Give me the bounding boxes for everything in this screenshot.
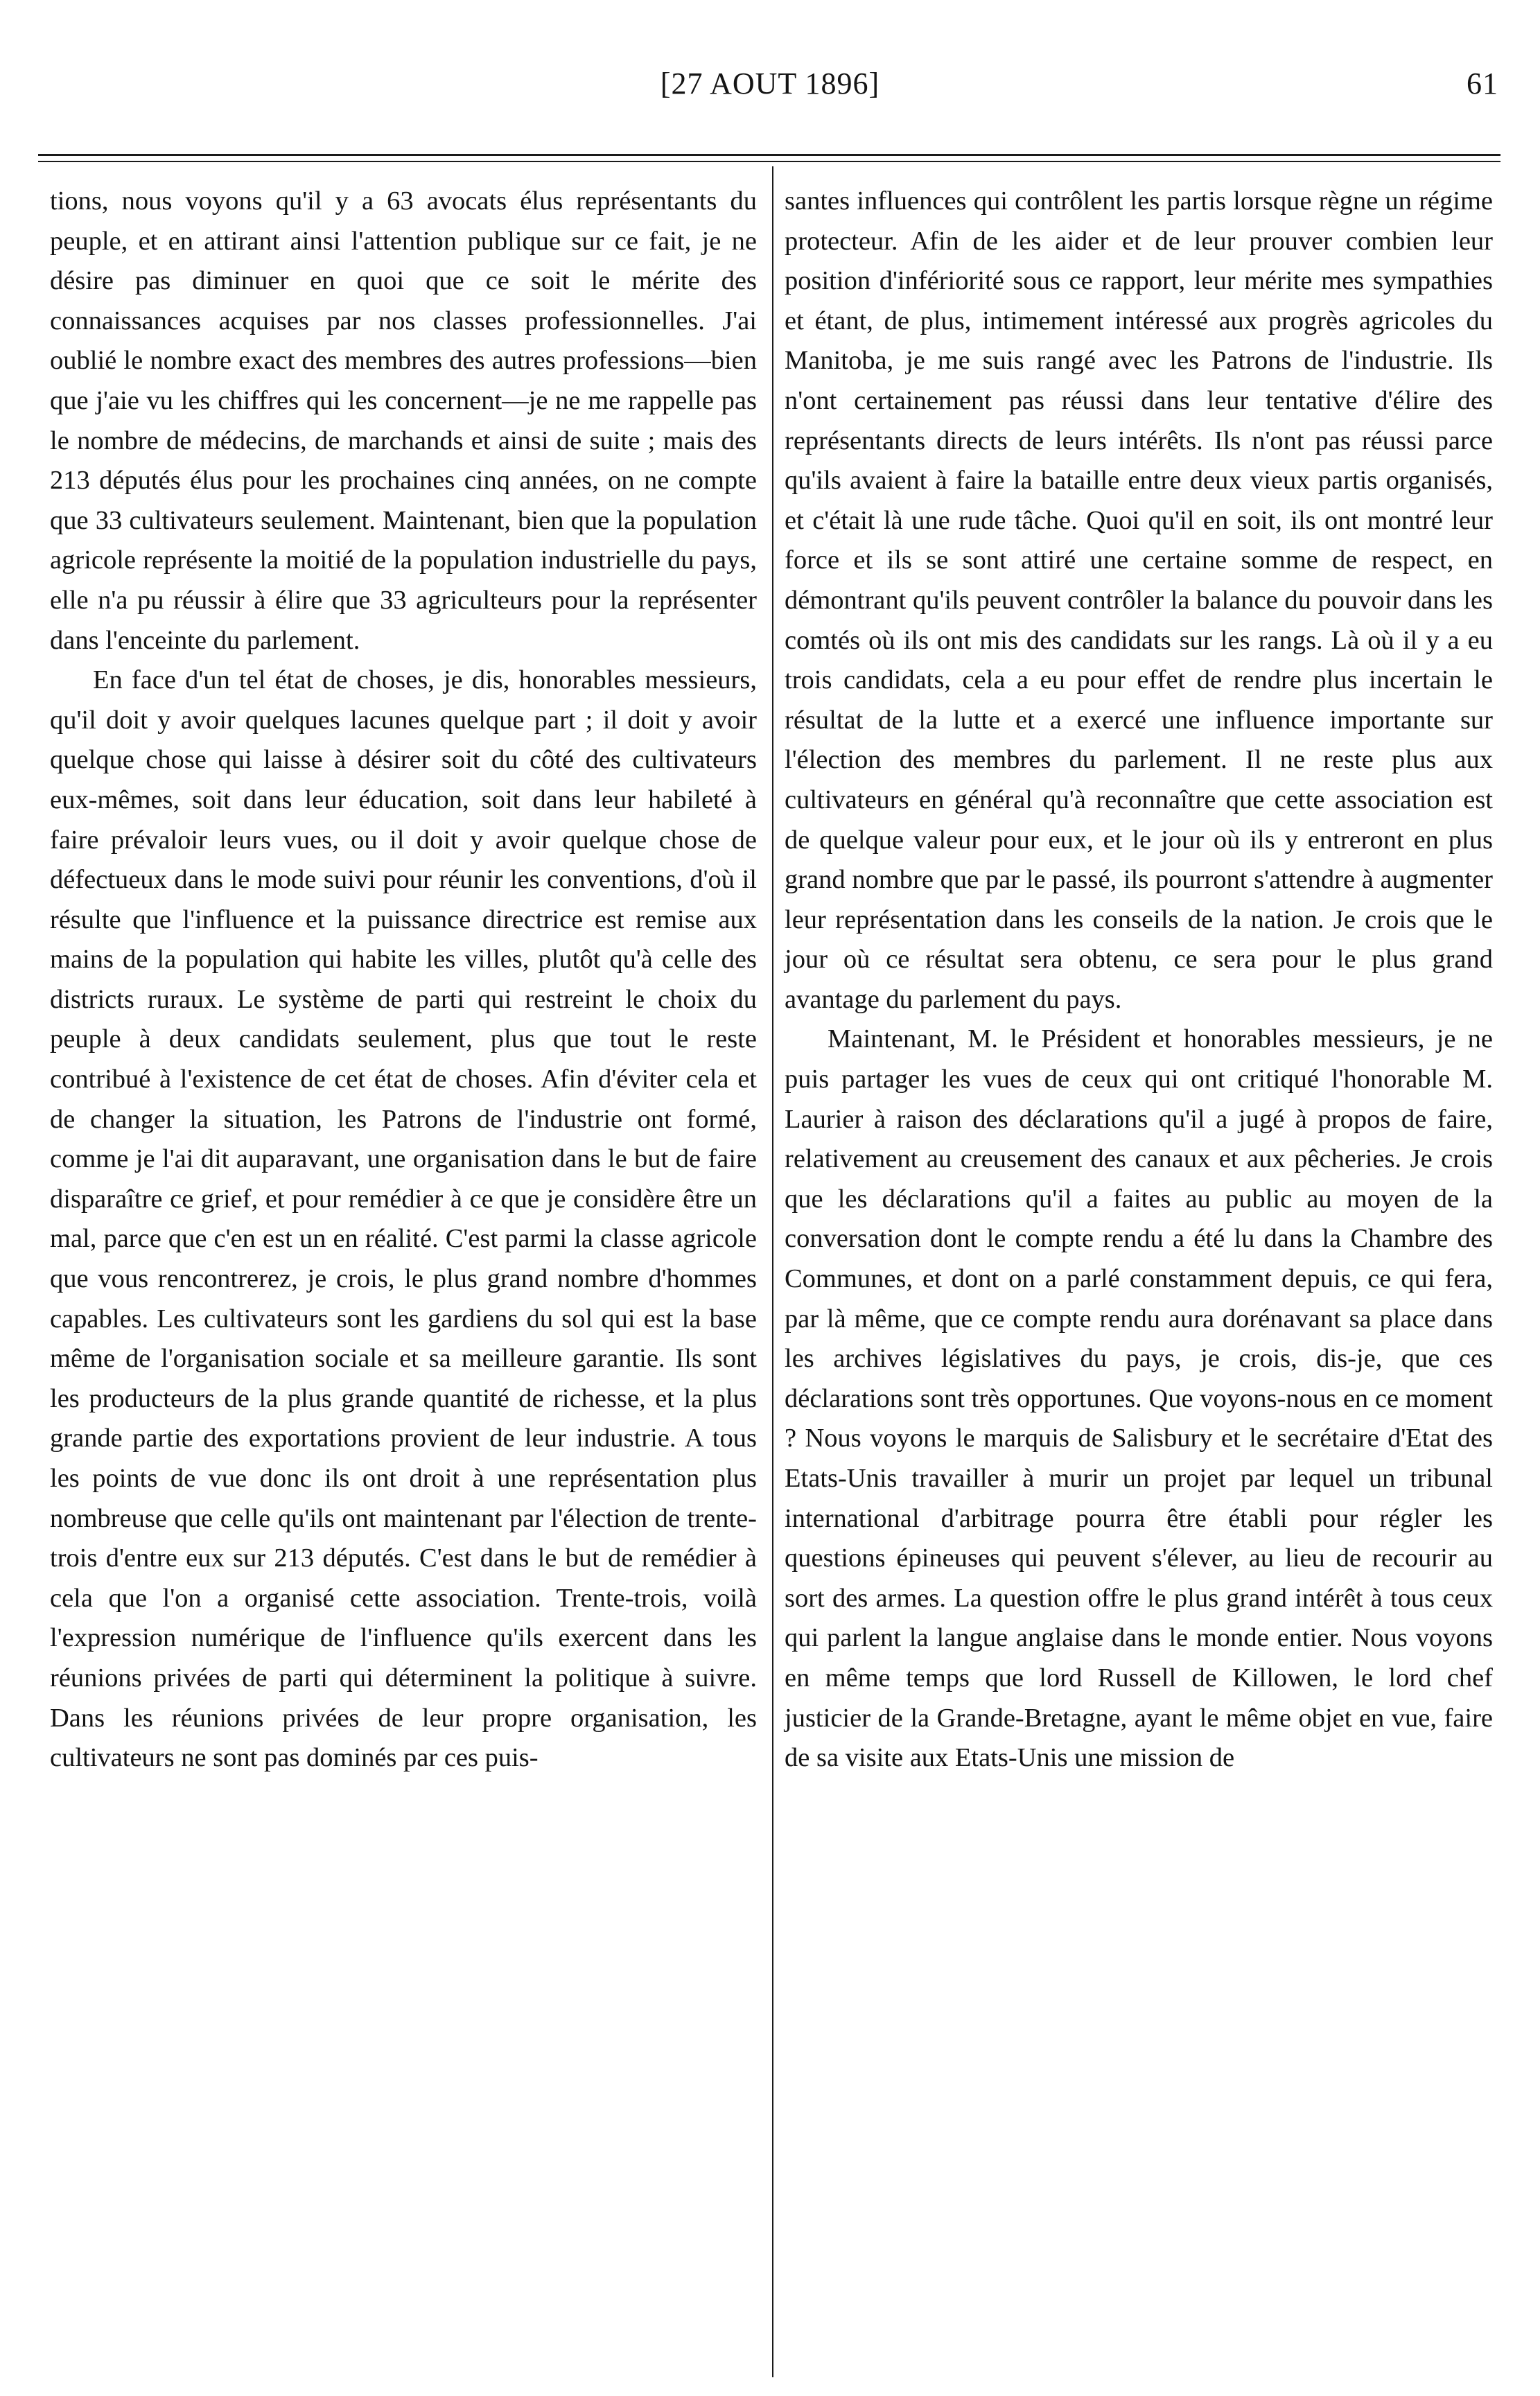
page-number: 61: [1467, 67, 1498, 100]
header-rule-thin: [38, 161, 1500, 162]
right-paragraph-1: santes influences qui contrôlent les partis lorsque règne un régime protecteur. Afin de les aider et de leur prouver combien leur position d'infériorité sous ce rapport, leur mérite mes sympathies et étant, de plus, intimement intéressé aux progrès agricoles du Manitoba, je me suis rangé avec les Patrons de l'industrie. Ils n'ont certainement pas réussi dans leur tentative d'élire des représentants directs de leurs intérêts. Ils n'ont pas réussi parce qu'ils avaient à faire la bataille entre deux vieux partis organisés, et c'était là une rude tâche. Quoi qu'il en soit, ils ont montré leur force et ils se sont attiré une certaine somme de respect, en démontrant qu'ils peuvent contrôler la balance du pouvoir dans les comtés où ils ont mis des candidats sur les rangs. Là où il y a eu trois candidats, cela a eu pour effet de rendre plus incertain le résultat de la lutte et a exercé une influence importante sur l'élection des membres du parlement. Il ne reste plus aux cultivateurs en général qu'à reconnaître que cette association est de quelque valeur pour eux, et le jour où ils y entreront en plus grand nombre que par le passé, ils pourront s'attendre à augmenter leur représentation dans les conseils de la nation. Je crois que le jour où ce résultat sera obtenu, ce sera pour le plus grand avantage du parlement du pays.: [785, 186, 1493, 1014]
header-date: [27 AOUT 1896]: [660, 67, 880, 100]
column-divider: [772, 166, 773, 2377]
left-paragraph-1: tions, nous voyons qu'il y a 63 avocats élus représentants du peuple, et en attirant ainsi l'attention publique sur ce fait, je ne désire pas diminuer en quoi que ce soit le mérite des connaissances acquises par nos classes professionnelles. J'ai oublié le nombre exact des membres des autres professions—bien que j'aie vu les chiffres qui les concernent—je ne me rappelle pas le nombre de médecins, de marchands et ainsi de suite ; mais des 213 députés élus pour les prochaines cinq années, on ne compte que 33 cultivateurs seulement. Maintenant, bien que la population agricole représente la moitié de la population industrielle du pays, elle n'a pu réussir à élire que 33 agriculteurs pour la représenter dans l'enceinte du parlement.: [50, 186, 757, 655]
right-paragraph-2: Maintenant, M. le Président et honorables messieurs, je ne puis partager les vues de ceux qui ont critiqué l'honorable M. Laurier à raison des déclarations qu'il a jugé à propos de faire, relativement au creusement des canaux et aux pêcheries. Je crois que les déclarations qu'il a faites au public au moyen de la conversation dont le compte rendu a été lu dans la Chambre des Communes, et dont on a parlé constamment depuis, ce qui fera, par là même, que ce compte rendu aura dorénavant sa place dans les archives législatives du pays, je crois, dis-je, que ces déclarations sont très opportunes. Que voyons-nous en ce moment ? Nous voyons le marquis de Salisbury et le secrétaire d'Etat des Etats-Unis travailler à murir un projet par lequel un tribunal international d'arbitrage pourra être établi pour régler les questions épineuses qui peuvent s'élever, au lieu de recourir au sort des armes. La question offre le plus grand intérêt à tous ceux qui parlent la langue anglaise dans le monde entier. Nous voyons en même temps que lord Russell de Killowen, le lord chef justicier de la Grande-Bretagne, ayant le même objet en vue, faire de sa visite aux Etats-Unis une mission de: [785, 1024, 1493, 1773]
header-rule: [38, 154, 1500, 156]
left-column: [50, 182, 757, 1778]
left-paragraph-2: En face d'un tel état de choses, je dis, honorables messieurs, qu'il doit y avoir quelques lacunes quelque part ; il doit y avoir quelque chose qui laisse à désirer soit du côté des cultivateurs eux-mêmes, soit dans leur éducation, soit dans leur habileté à faire prévaloir leurs vues, ou il doit y avoir quelque chose de défectueux dans le mode suivi pour réunir les conventions, d'où il résulte que l'influence et la puissance directrice est remise aux mains de la population qui habite les villes, plutôt qu'à celle des districts ruraux. Le système de parti qui restreint le choix du peuple à deux candidats seulement, plus que tout le reste contribué à l'existence de cet état de choses. Afin d'éviter cela et de changer la situation, les Patrons de l'industrie ont formé, comme je l'ai dit auparavant, une organisation dans le but de faire disparaître ce grief, et pour remédier à ce que je considère être un mal, parce que c'en est un en réalité. C'est parmi la classe agricole que vous rencontrerez, je crois, le plus grand nombre d'hommes capables. Les cultivateurs sont les gardiens du sol qui est la base même de l'organisation sociale et sa meilleure garantie. Ils sont les producteurs de la plus grande quantité de richesse, et la plus grande partie des exportations provient de leur industrie. A tous les points de vue donc ils ont droit à une représentation plus nombreuse que celle qu'ils ont maintenant par l'élection de trente-trois d'entre eux sur 213 députés. C'est dans le but de remédier à cela que l'on a organisé cette association. Trente-trois, voilà l'expression numérique de l'influence qu'ils exercent dans les réunions privées de parti qui déterminent la politique à suivre. Dans les réunions privées de leur propre organisation, les cultivateurs ne sont pas dominés par ces puis-: [50, 665, 757, 1773]
right-column: [785, 182, 1493, 1778]
running-header: [0, 66, 1540, 114]
